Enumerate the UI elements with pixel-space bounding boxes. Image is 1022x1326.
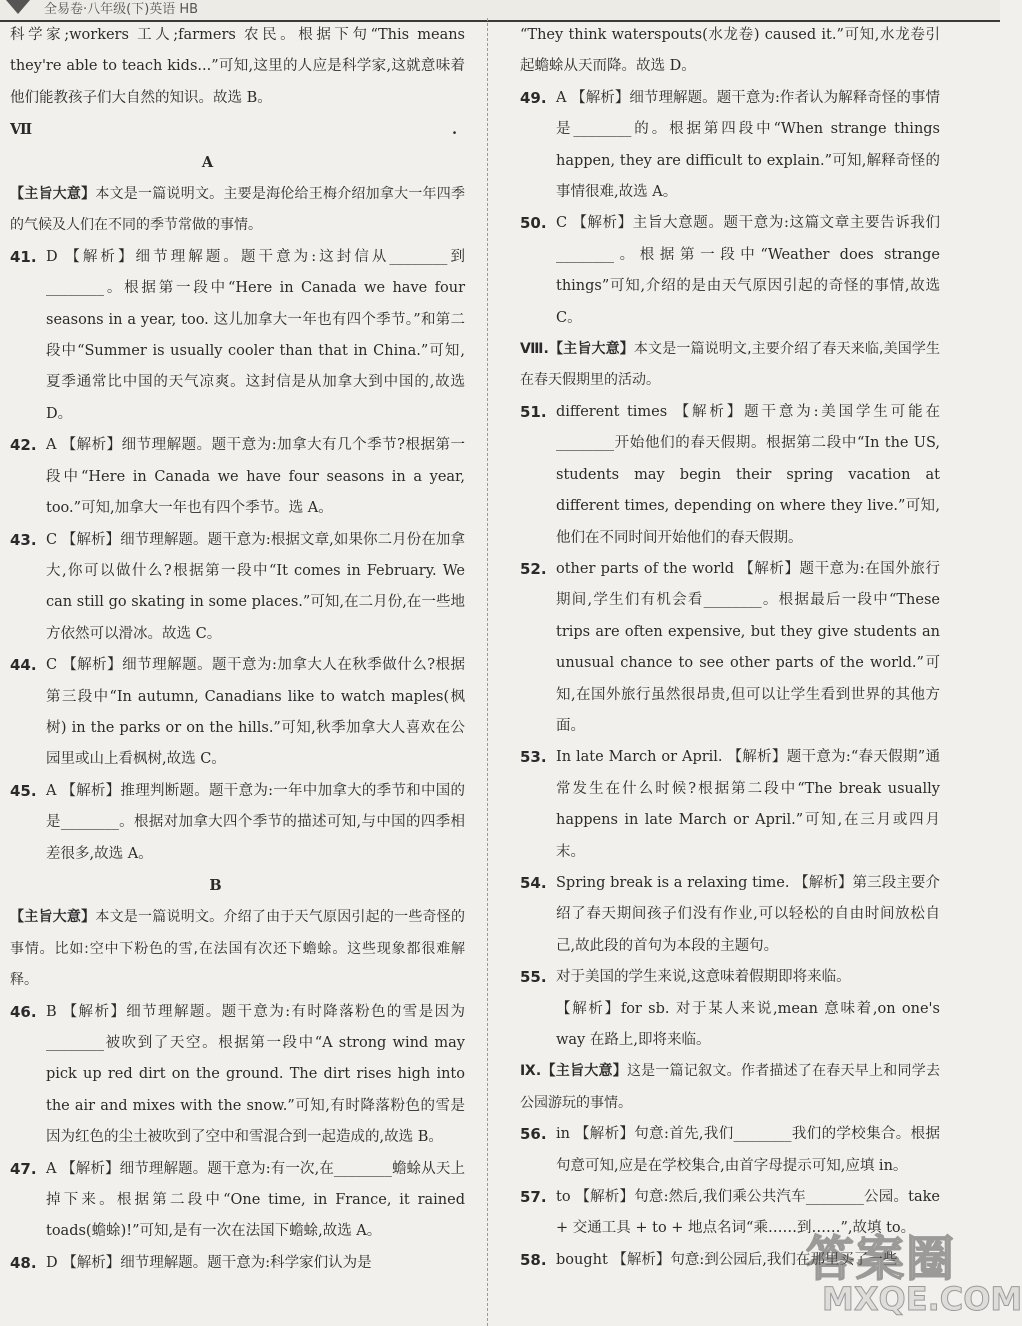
- answer-item: [10, 525, 465, 651]
- explanation-paragraph: 【解析】for sb. 对于某人来说,mean 意味着,on one's way 在路上,即将来临。: [556, 1000, 940, 1048]
- question-number: 44.: [10, 656, 37, 675]
- page-header: [0, 0, 1000, 22]
- section-heading: [10, 114, 465, 179]
- corner-triangle-icon: [6, 0, 30, 14]
- answer-text: to 【解析】句意:然后,我们乘公共汽车________公园。take + 交通工具 + to + 地点名词“乘……到……”,故填 to。: [556, 1189, 940, 1237]
- main-idea-text: 本文是一篇说明文。主要是海伦给王梅介绍加拿大一年四季的气候及人们在不同的季节常做的事情。: [10, 186, 466, 234]
- answer-item: [10, 650, 465, 776]
- answer-text: C 【解析】细节理解题。题干意为:加拿大人在秋季做什么?根据第三段中“In autumn, Canadians like to watch maples(枫树) in the parks or on the hills.”可知,秋季加拿大人喜欢在公园里或山上看枫树,故选 C。: [46, 657, 465, 768]
- question-number: 43.: [10, 530, 37, 549]
- answer-text: A 【解析】细节理解题。题干意为:作者认为解释奇怪的事情是________的。根据第四段中“When strange things happen, they are difficult to explain.”可知,解释奇怪的事情很难,故选 A。: [556, 89, 940, 201]
- main-idea: [520, 334, 940, 397]
- question-number: 54.: [520, 873, 547, 892]
- question-number: 46.: [10, 1002, 37, 1021]
- answer-item: [520, 962, 940, 993]
- question-number: 55.: [520, 968, 547, 987]
- section-heading: [10, 870, 465, 902]
- watermark-en: MXQE.COM: [822, 1280, 1022, 1318]
- question-number: 56.: [520, 1125, 547, 1144]
- answer-item: [10, 430, 465, 524]
- answer-item: [10, 997, 465, 1154]
- section-number: Ⅶ.: [10, 121, 457, 139]
- answer-item: [10, 242, 465, 430]
- answer-text: Spring break is a relaxing time. 【解析】第三段主要介绍了春天期间孩子们没有作业,可以轻松的自由时间放松自己,故此段的首句为本段的主题句。: [556, 874, 940, 954]
- answer-text: other parts of the world 【解析】题干意为:在国外旅行期间,学生们有机会看________。根据最后一段中“These trips are often expensive, but they give students an unusual chance to see other parts of the world.”可知,在国外旅行虽然很昂贵,但可以让学生看到世界的其他方面。: [556, 560, 940, 734]
- answer-text: C 【解析】主旨大意题。题干意为:这篇文章主要告诉我们________。根据第一段中“Weather does strange things”可知,介绍的是由天气原因引起的奇怪的事情,故选 C。: [556, 215, 940, 326]
- answer-item: [520, 1119, 940, 1182]
- answer-text: in 【解析】句意:首先,我们________我们的学校集合。根据句意可知,应是在学校集合,由首字母提示可知,应填 in。: [556, 1126, 940, 1174]
- answer-item: [520, 83, 940, 209]
- question-number: 58.: [520, 1250, 547, 1269]
- main-idea-label: 【主旨大意】: [10, 909, 96, 926]
- answer-text: D 【解析】细节理解题。题干意为:科学家们认为是: [46, 1254, 372, 1271]
- header-title: 全易卷·八年级(下)英语 HB: [44, 2, 199, 17]
- question-number: 52.: [520, 559, 547, 578]
- answer-text: A 【解析】细节理解题。题干意为:有一次,在________蟾蜍从天上掉下来。根据第二段中“One time, in France, it rained toads(蟾蜍)!”可知,是有一次在法国下蟾蜍,故选 A。: [46, 1160, 465, 1240]
- answer-item: [520, 742, 940, 868]
- answer-item: [520, 554, 940, 742]
- main-idea-text: 这是一篇记叙文。作者描述了在春天早上和同学去公园游玩的事情。: [520, 1063, 940, 1111]
- question-number: 50.: [520, 214, 547, 233]
- answer-item: [520, 868, 940, 962]
- watermark-cn: 答案圈: [806, 1231, 957, 1287]
- main-idea-text: 本文是一篇说明文。介绍了由于天气原因引起的一些奇怪的事情。比如:空中下粉色的雪,在法国有次还下蟾蜍。这些现象都很难解释。: [10, 909, 466, 989]
- paragraph: 科学家;workers 工人;farmers 农民。根据下句“This means they're able to teach kids...”可知,这里的人应是科学家,这就意味着他们能教孩子们大自然的知识。故选 B。: [10, 27, 465, 106]
- question-number: 48.: [10, 1253, 37, 1272]
- answer-item: [520, 397, 940, 554]
- column-divider: [487, 18, 488, 1326]
- main-idea-label: 【主旨大意】: [10, 186, 96, 203]
- main-idea-label: Ⅷ.【主旨大意】: [520, 341, 634, 358]
- main-idea: [10, 902, 465, 996]
- answer-text: B 【解析】细节理解题。题干意为:有时降落粉色的雪是因为________被吹到了天空。根据第一段中“A strong wind may pick up red dirt on the ground. The dirt rises high into the air and mixes with the snow.”可知,有时降落粉色的雪是因为红色的尘土被吹到了空中和雪混合到一起造成的,故选 B。: [46, 1003, 465, 1146]
- question-number: 49.: [520, 88, 547, 107]
- answer-text: C 【解析】细节理解题。题干意为:根据文章,如果你二月份在加拿大,你可以做什么?根据第一段中“It comes in February. We can still go skating in some places.”可知,在二月份,在一些地方依然可以滑冰。故选 C。: [46, 531, 465, 642]
- question-number: 45.: [10, 781, 37, 800]
- main-idea-label: Ⅸ.【主旨大意】: [520, 1063, 627, 1080]
- right-column: [520, 20, 940, 1276]
- question-number: 53.: [520, 748, 547, 767]
- answer-item: [10, 1248, 465, 1279]
- question-number: 41.: [10, 247, 37, 266]
- main-idea-text: 本文是一篇说明文,主要介绍了春天来临,美国学生在春天假期里的活动。: [520, 341, 941, 389]
- answer-item: [10, 1154, 465, 1248]
- answer-text: A 【解析】推理判断题。题干意为:一年中加拿大的季节和中国的是________。根据对加拿大四个季节的描述可知,与中国的四季相差很多,故选 A。: [46, 782, 465, 862]
- main-idea: [520, 1056, 940, 1119]
- answer-text: 对于美国的学生来说,这意味着假期即将来临。: [556, 969, 851, 986]
- question-number: 57.: [520, 1188, 547, 1207]
- watermark-logo: [806, 1220, 1022, 1320]
- answer-text: D 【解析】细节理解题。题干意为:这封信从________到________。根据第一段中“Here in Canada we have four seasons in a year, too. 这儿加拿大一年也有四个季节。”和第二段中“Summer is usually cooler than that in China.”可知,夏季通常比中国的天气凉爽。这封信是从加拿大到中国的,故选 D。: [46, 248, 465, 422]
- answer-text: bought 【解析】句意:到公园后,我们在那里买了一些: [556, 1251, 898, 1268]
- main-idea: [10, 179, 465, 242]
- question-number: 47.: [10, 1159, 37, 1178]
- left-column: [10, 20, 465, 1279]
- question-number: 51.: [520, 402, 547, 421]
- answer-text: In late March or April. 【解析】题干意为:“春天假期”通常发生在什么时候?根据第二段中“The break usually happens in late March or April.”可知,在三月或四月末。: [556, 749, 940, 860]
- section-title: A: [201, 153, 214, 171]
- section-title: B: [209, 876, 222, 894]
- question-number: 42.: [10, 436, 37, 455]
- answer-item: [520, 208, 940, 334]
- answer-item: [10, 776, 465, 870]
- answer-text: different times 【解析】题干意为:美国学生可能在________开始他们的春天假期。根据第二段中“In the US, students may begin their spring vacation at different times, depending on where they live.”可知,他们在不同时间开始他们的春天假期。: [556, 403, 940, 546]
- answer-text: A 【解析】细节理解题。题干意为:加拿大有几个季节?根据第一段中“Here in Canada we have four seasons in a year, too.”可知,加拿大一年也有四个季节。选 A。: [46, 437, 465, 517]
- paragraph: “They think waterspouts(水龙卷) caused it.”可知,水龙卷引起蟾蜍从天而降。故选 D。: [520, 27, 940, 75]
